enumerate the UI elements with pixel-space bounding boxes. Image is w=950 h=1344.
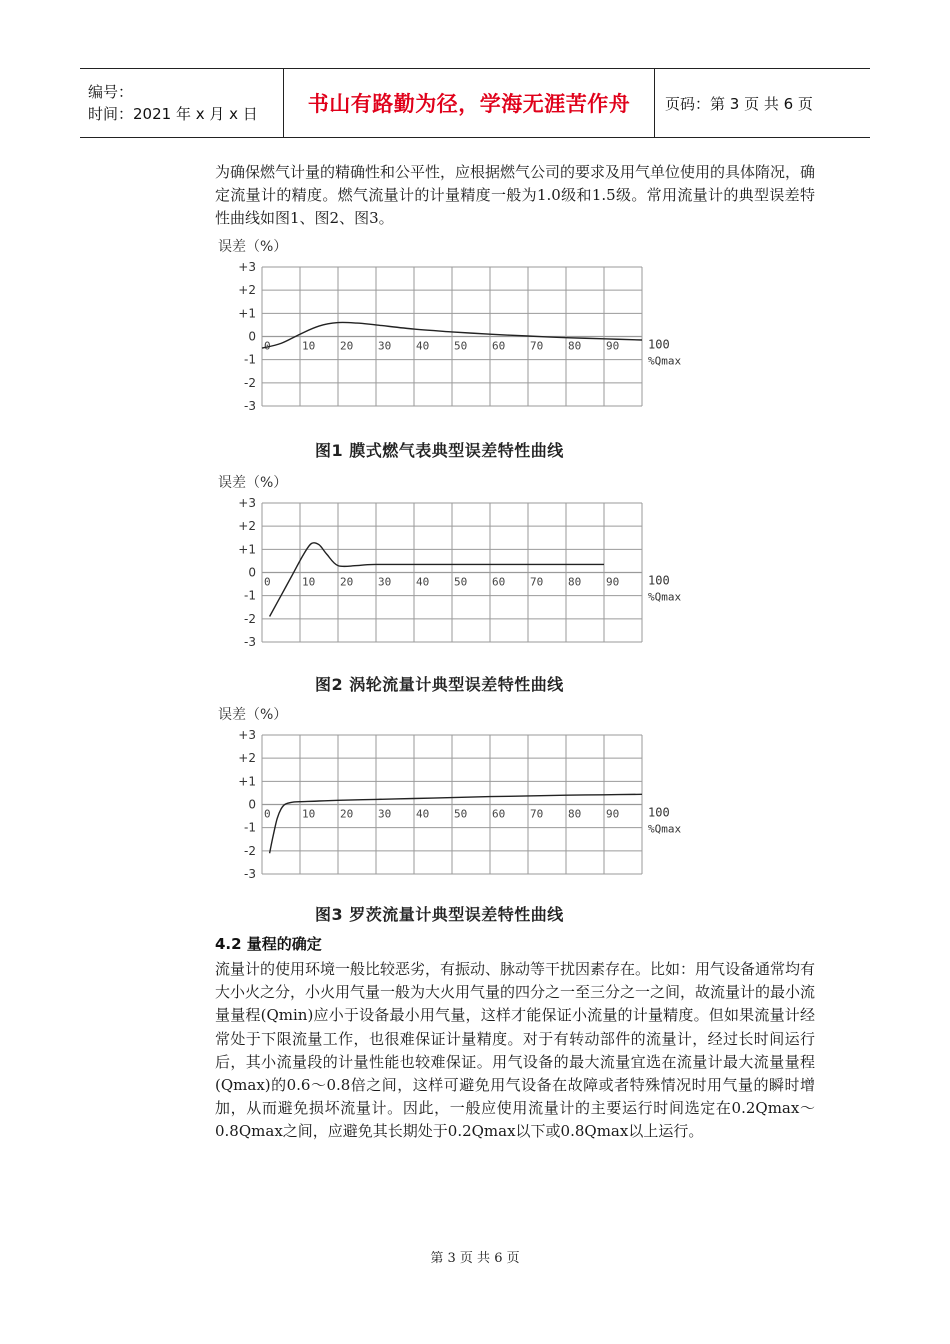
section-heading: 4.2 量程的确定 xyxy=(215,935,322,953)
x-tick-label: 0 xyxy=(264,807,271,821)
y-tick-label: 0 xyxy=(248,329,256,344)
x-end-label: 100 xyxy=(648,805,670,820)
x-tick-label: 80 xyxy=(568,339,582,353)
x-tick-label: 70 xyxy=(530,807,544,821)
figure-2 xyxy=(210,470,710,710)
error-curve-line xyxy=(270,543,604,617)
x-tick-label: 40 xyxy=(416,575,430,589)
x-tick-label: 70 xyxy=(530,575,544,589)
error-curve-line xyxy=(270,794,642,853)
x-tick-label: 40 xyxy=(416,339,430,353)
y-axis-label: 误差（%） xyxy=(218,239,288,255)
x-tick-label: 60 xyxy=(492,339,506,353)
figure-3 xyxy=(210,702,710,932)
section-body: 流量计的使用环境一般比较恶劣，有振动、脉动等干扰因素存在。比如：用气设备通常均有大小火之分，小火用气量一般为大火用气量的四分之一至三分之一之间，故流量计的最小流量量程(Qmin)应小于设备最小用气量，这样才能保证小流量的计量精度。但如果流量计经常处于下限流量工作，也很难保证计量精度。对于有转动部件的流量计，经过长时间运行后，其小流量段的计量性能也较难保证。用气设备的最大流量宜选在流量计最大流量量程(Qmax)的0.6～0.8倍之间，这样可避免用气设备在故障或者特殊情况时用气量的瞬时增加，从而避免损坏流量计。因此，一般应使用流量计的主要运行时间选定在0.2Qmax～0.8Qmax之间，应避免其长期处于0.2Qmax以下或0.8Qmax以上运行。 xyxy=(215,960,816,1141)
figure-1-chart xyxy=(210,234,710,419)
x-tick-label: 30 xyxy=(378,339,392,353)
figure-3-chart xyxy=(210,702,710,887)
x-tick-label: 50 xyxy=(454,807,468,821)
y-tick-label: 0 xyxy=(248,797,256,812)
x-tick-label: 30 xyxy=(378,807,392,821)
y-axis-label: 误差（%） xyxy=(218,707,288,723)
header-table xyxy=(80,68,870,138)
x-tick-label: 70 xyxy=(530,339,544,353)
y-tick-label: 0 xyxy=(248,565,256,580)
y-tick-label: +1 xyxy=(238,542,256,557)
x-tick-label: 60 xyxy=(492,807,506,821)
figure-3-caption: 图3 罗茨流量计典型误差特性曲线 xyxy=(315,905,564,924)
y-tick-label: +2 xyxy=(238,283,256,298)
x-tick-label: 50 xyxy=(454,339,468,353)
x-end-label: 100 xyxy=(648,337,670,352)
x-tick-label: 10 xyxy=(302,807,316,821)
y-tick-label: -2 xyxy=(244,375,256,390)
y-tick-label: -2 xyxy=(244,843,256,858)
x-tick-label: 40 xyxy=(416,807,430,821)
y-axis-label: 误差（%） xyxy=(218,475,288,491)
y-tick-label: +3 xyxy=(238,496,256,510)
x-tick-label: 0 xyxy=(264,339,271,353)
y-tick-label: +2 xyxy=(238,751,256,766)
x-tick-label: 20 xyxy=(340,339,354,353)
figure-2-chart xyxy=(210,470,710,655)
y-tick-label: +3 xyxy=(238,260,256,274)
x-tick-label: 30 xyxy=(378,575,392,589)
x-tick-label: 20 xyxy=(340,807,354,821)
x-tick-label: 20 xyxy=(340,575,354,589)
x-axis-label: %Qmax xyxy=(648,590,682,604)
x-axis-label: %Qmax xyxy=(648,354,682,368)
y-tick-label: -1 xyxy=(244,352,256,367)
x-tick-label: 10 xyxy=(302,575,316,589)
y-tick-label: +1 xyxy=(238,306,256,321)
intro-paragraph: 为确保燃气计量的精确性和公平性，应根据燃气公司的要求及用气单位使用的具体隋况，确定流量计的精度。燃气流量计的计量精度一般为1.0级和1.5级。常用流量计的典型误差特性曲线如图1、图2、图3。 xyxy=(215,163,816,228)
x-axis-label: %Qmax xyxy=(648,822,682,836)
x-end-label: 100 xyxy=(648,573,670,588)
y-tick-label: -3 xyxy=(244,635,256,649)
x-tick-label: 90 xyxy=(606,807,620,821)
y-tick-label: -2 xyxy=(244,611,256,626)
x-tick-label: 80 xyxy=(568,807,582,821)
figure-1 xyxy=(210,234,710,474)
header-motto: 书山有路勤为径，学海无涯苦作舟 xyxy=(283,69,655,137)
x-tick-label: 50 xyxy=(454,575,468,589)
y-tick-label: +3 xyxy=(238,728,256,742)
y-tick-label: +1 xyxy=(238,774,256,789)
x-tick-label: 90 xyxy=(606,575,620,589)
header-meta xyxy=(80,69,283,137)
figure-2-caption: 图2 涡轮流量计典型误差特性曲线 xyxy=(315,675,564,694)
x-tick-label: 80 xyxy=(568,575,582,589)
header-page-number: 页码：第 3 页 共 6 页 xyxy=(665,94,813,113)
x-tick-label: 60 xyxy=(492,575,506,589)
y-tick-label: -3 xyxy=(244,399,256,413)
y-tick-label: -3 xyxy=(244,867,256,881)
x-tick-label: 90 xyxy=(606,339,620,353)
page-footer: 第 3 页 共 6 页 xyxy=(430,1251,520,1266)
document-number-label: 编号： xyxy=(88,83,134,101)
figure-1-caption: 图1 膜式燃气表典型误差特性曲线 xyxy=(315,441,564,460)
y-tick-label: -1 xyxy=(244,820,256,835)
x-tick-label: 10 xyxy=(302,339,316,353)
document-date: 时间：2021 年 x 月 x 日 xyxy=(88,105,258,123)
y-tick-label: -1 xyxy=(244,588,256,603)
x-tick-label: 0 xyxy=(264,575,271,589)
y-tick-label: +2 xyxy=(238,519,256,534)
